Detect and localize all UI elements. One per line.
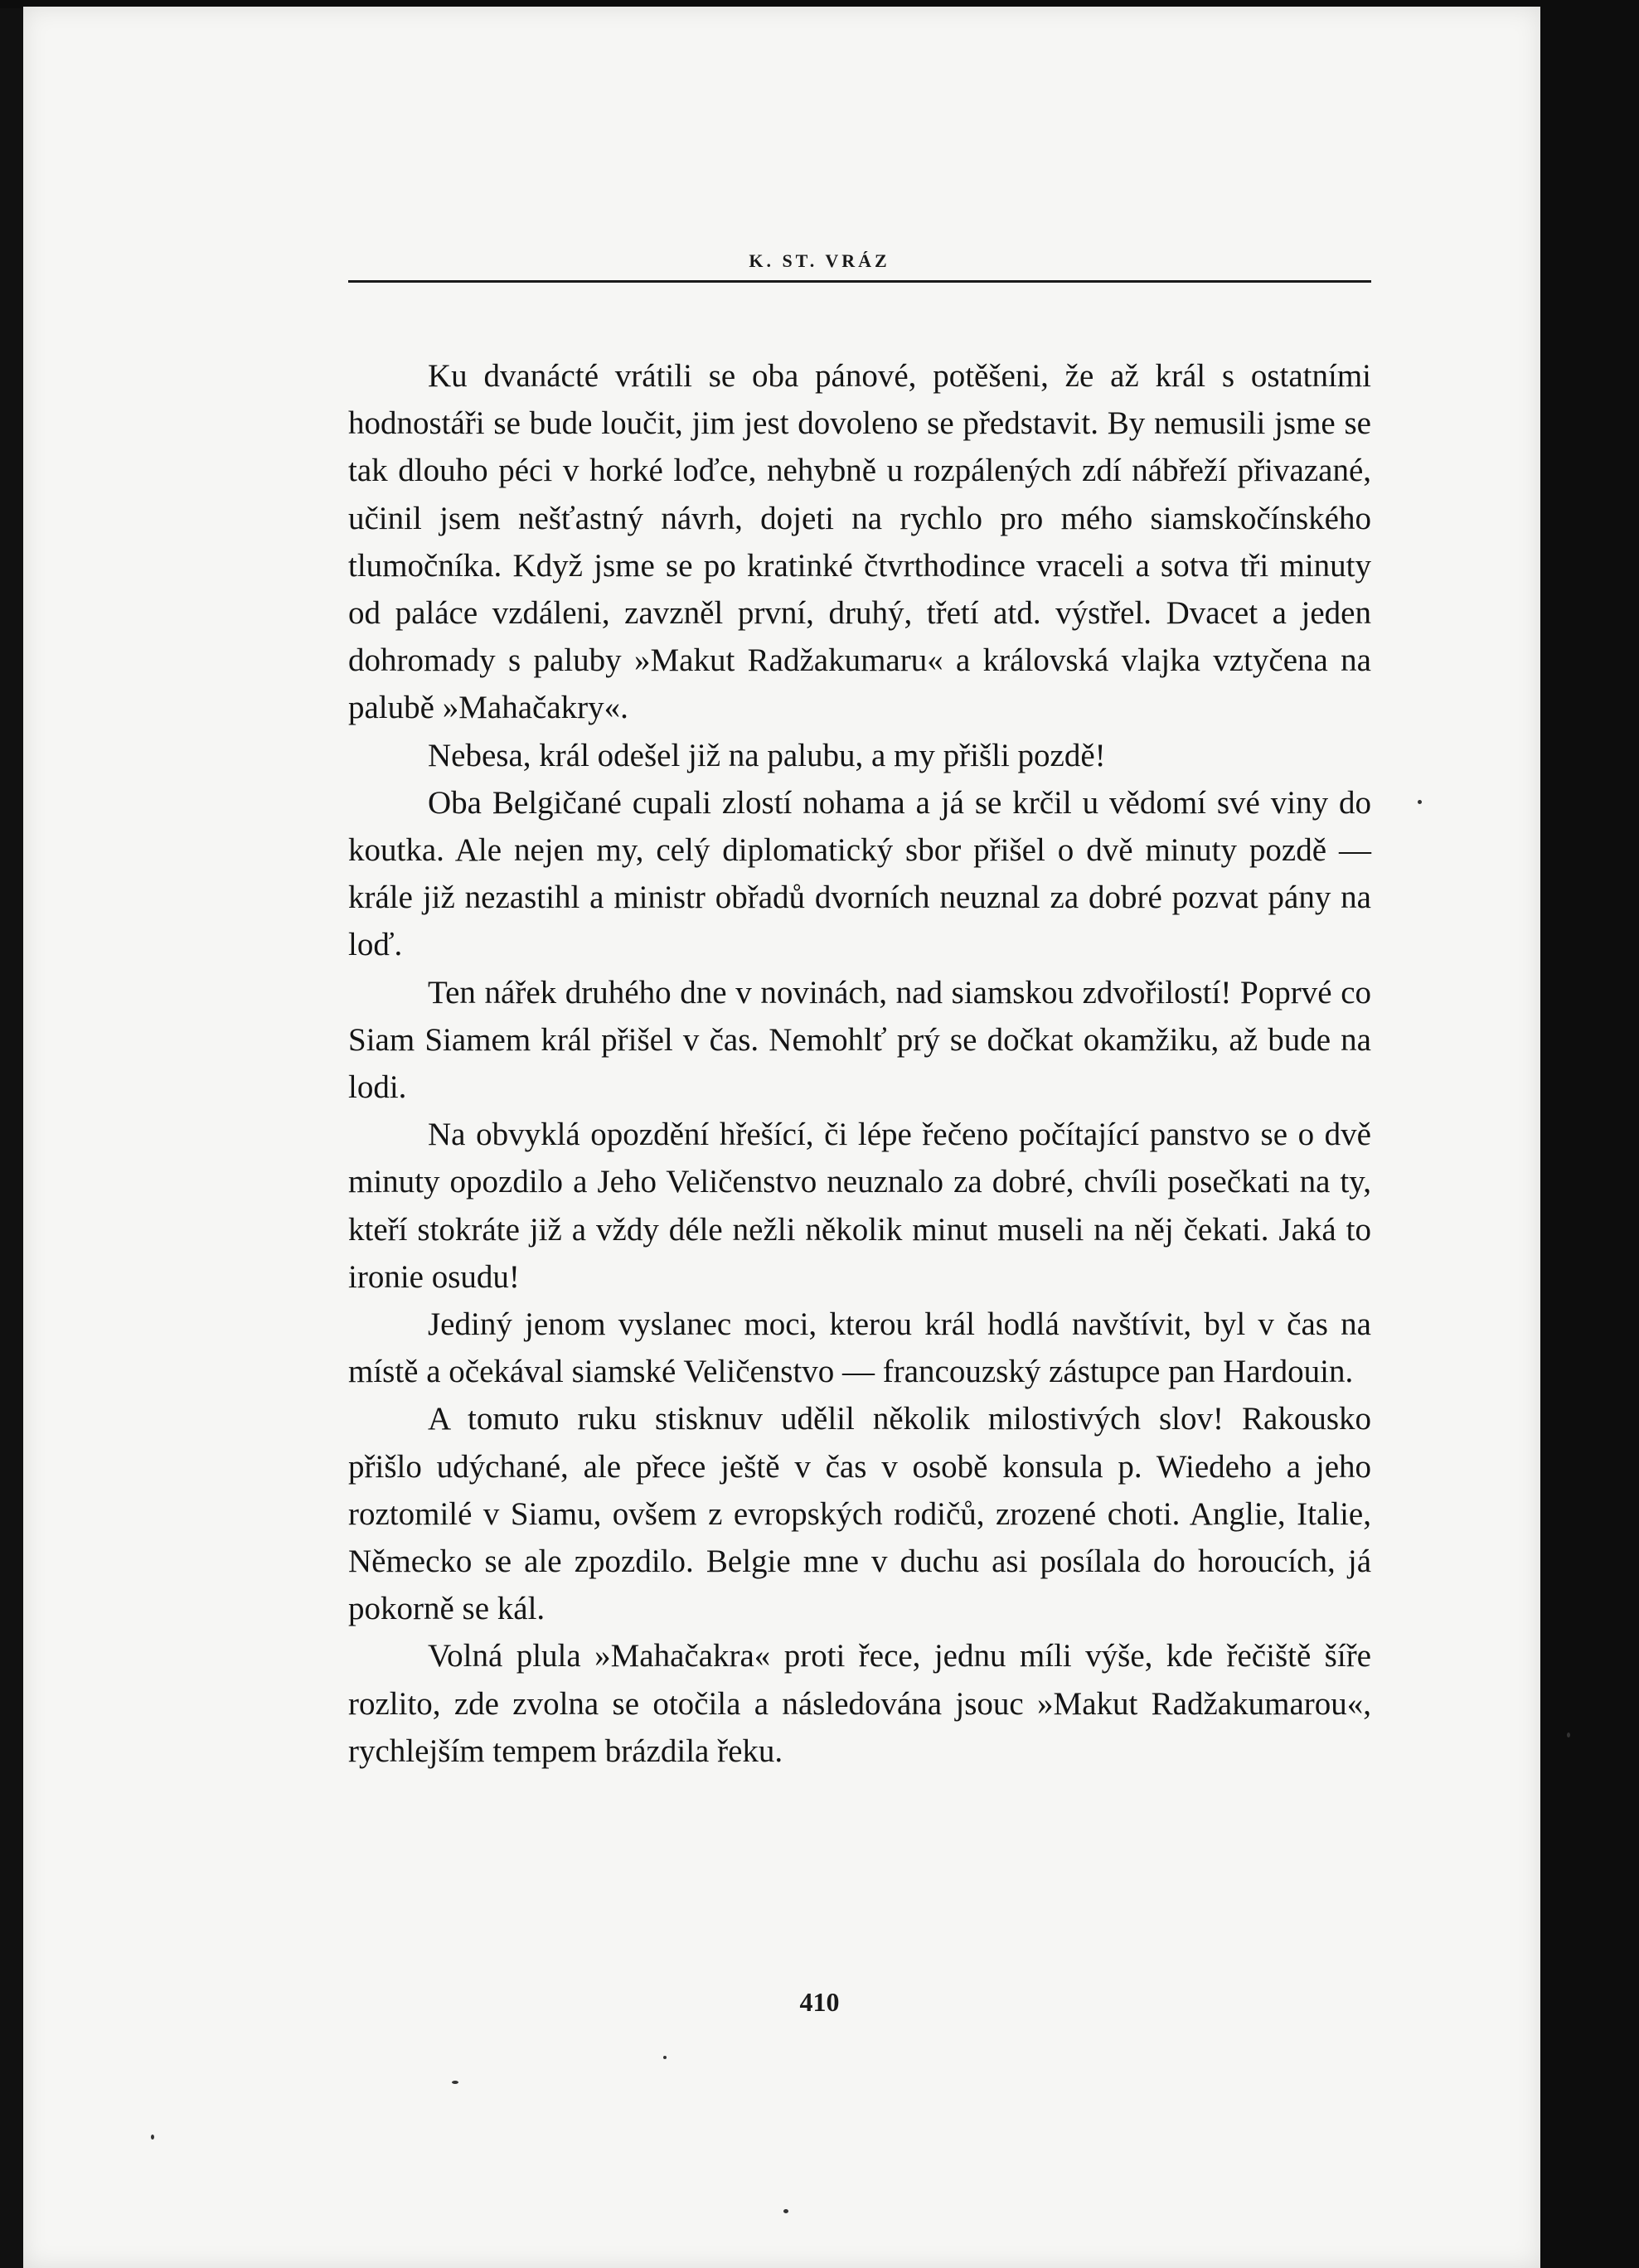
paragraph: A tomuto ruku stisknuv udělil několik milostivých slov! Rakousko přišlo udýchané, ale přece ještě v čas v osobě konsula p. Wiedeho a jeho roztomilé v Siamu, ovšem z evropských rodičů, zrozené choti. Anglie, Italie, Německo se ale zpozdilo. Belgie mne v duchu asi posílala do horoucích, já pokorně se kál. [348,1401,1371,1627]
scan-speck [663,2056,667,2059]
paragraph: Nebesa, král odešel již na palubu, a my přišli pozdě! [428,737,1106,773]
paragraph: Volná plula »Mahačakra« proti řece, jednu míli výše, kde řečiště šíře rozlito, zde zvolna se otočila a následována jsouc »Makut Radžakumarou«, rychlejším tempem brázdila řeku. [348,1638,1371,1769]
scan-speck [452,2081,458,2084]
header-rule [348,280,1371,283]
body-text [348,352,1371,1775]
page-number: 410 [799,1987,840,2017]
scan-speck [151,2135,154,2140]
paragraph: Ten nářek druhého dne v novinách, nad siamskou zdvořilostí! Poprvé co Siam Siamem král přišel v čas. Nemohlť prý se dočkat okamžiku, až bude na lodi. [348,974,1371,1106]
running-head: K. ST. VRÁZ [749,250,890,271]
scan-speck [1567,1732,1570,1737]
paragraph: Na obvyklá opozdění hřešící, či lépe řečeno počítající panstvo se o dvě minuty opozdilo a Jeho Veličenstvo neuznalo za dobré, chvíli posečkati na ty, kteří stokráte již a vždy déle nežli několik minut museli na něj čekati. Jaká to ironie osudu! [348,1117,1371,1295]
scan-speck [783,2209,788,2213]
scan-right-border [1540,0,1639,2268]
paragraph: Oba Belgičané cupali zlostí nohama a já se krčil u vědomí své viny do koutka. Ale nejen my, celý diplomatický sbor přišel o dvě minuty pozdě — krále již nezastihl a ministr obřadů dvorních neuznal za dobré pozvat pány na loď. [348,784,1371,963]
paragraph: Ku dvanácté vrátili se oba pánové, potěšeni, že až král s ostatními hodnostáři se bude loučit, jim jest dovoleno se představit. By nemusili jsme se tak dlouho péci v horké loďce, nehybně u rozpálených zdí nábřeží přivazané, učinil jsem nešťastný návrh, dojeti na rychlo pro mého siamskočínského tlumočníka. Když jsme se po kratinké čtvrthodince vraceli a sotva tři minuty od paláce vzdáleni, zavzněl první, druhý, třetí atd. výstřel. Dvacet a jeden dohromady s paluby »Makut Radžakumaru« a královská vlajka vztyčena na palubě »Mahačakry«. [348,358,1371,726]
paragraph: Jediný jenom vyslanec moci, kterou král hodlá navštívit, byl v čas na místě a očekával siamské Veličenstvo — francouzský zástupce pan Hardouin. [348,1306,1371,1390]
scan-speck [1418,800,1422,804]
